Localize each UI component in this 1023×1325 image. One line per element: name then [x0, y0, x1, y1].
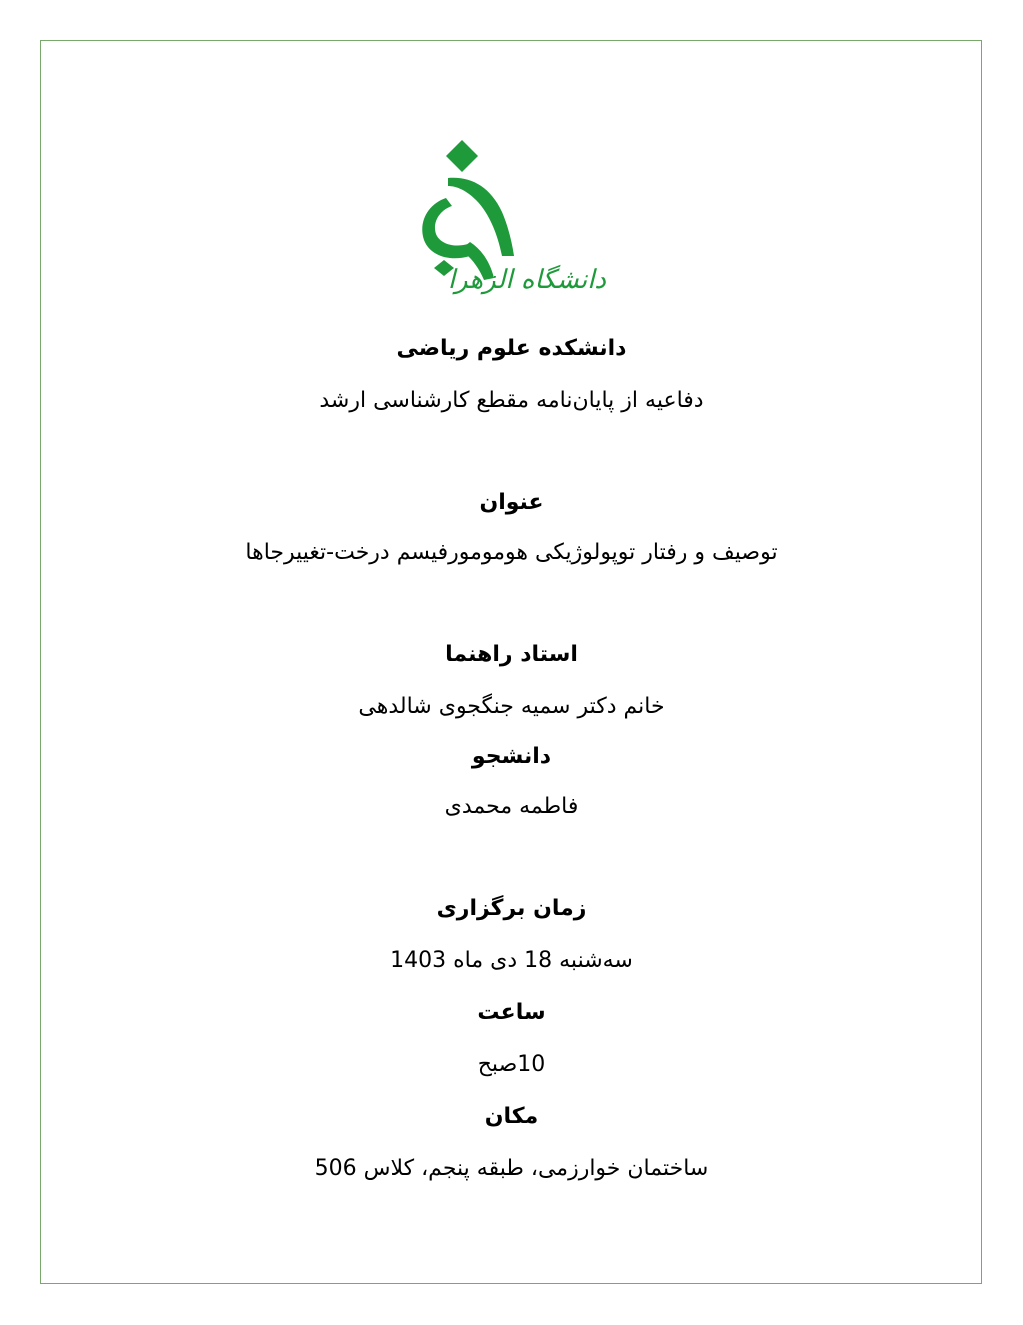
supervisor-name: خانم دکتر سمیه جنگجوی شالدهی [358, 694, 665, 719]
alzahra-university-logo-icon [410, 138, 610, 308]
supervisor-label: استاد راهنما [445, 642, 578, 667]
time-label: ساعت [477, 1000, 546, 1025]
defense-date: سه‌شنبه 18 دی ماه 1403 [390, 948, 633, 973]
defense-place: ساختمان خوارزمی، طبقه پنجم، کلاس 506 [314, 1156, 709, 1181]
thesis-title: توصیف و رفتار توپولوژیکی هومومورفیسم درخت-تغییرجاها [245, 540, 778, 565]
date-label: زمان برگزاری [436, 896, 587, 921]
defense-time: 10صبح [477, 1052, 546, 1077]
faculty-name: دانشکده علوم ریاضی [396, 336, 627, 361]
student-label: دانشجو [471, 744, 552, 769]
student-name: فاطمه محمدی [444, 794, 579, 819]
logo-script-text: دانشگاه الزهرا [447, 265, 606, 295]
place-label: مکان [484, 1104, 539, 1129]
defense-subtitle: دفاعیه از پایان‌نامه مقطع کارشناسی ارشد [319, 388, 704, 413]
title-label: عنوان [479, 490, 544, 515]
